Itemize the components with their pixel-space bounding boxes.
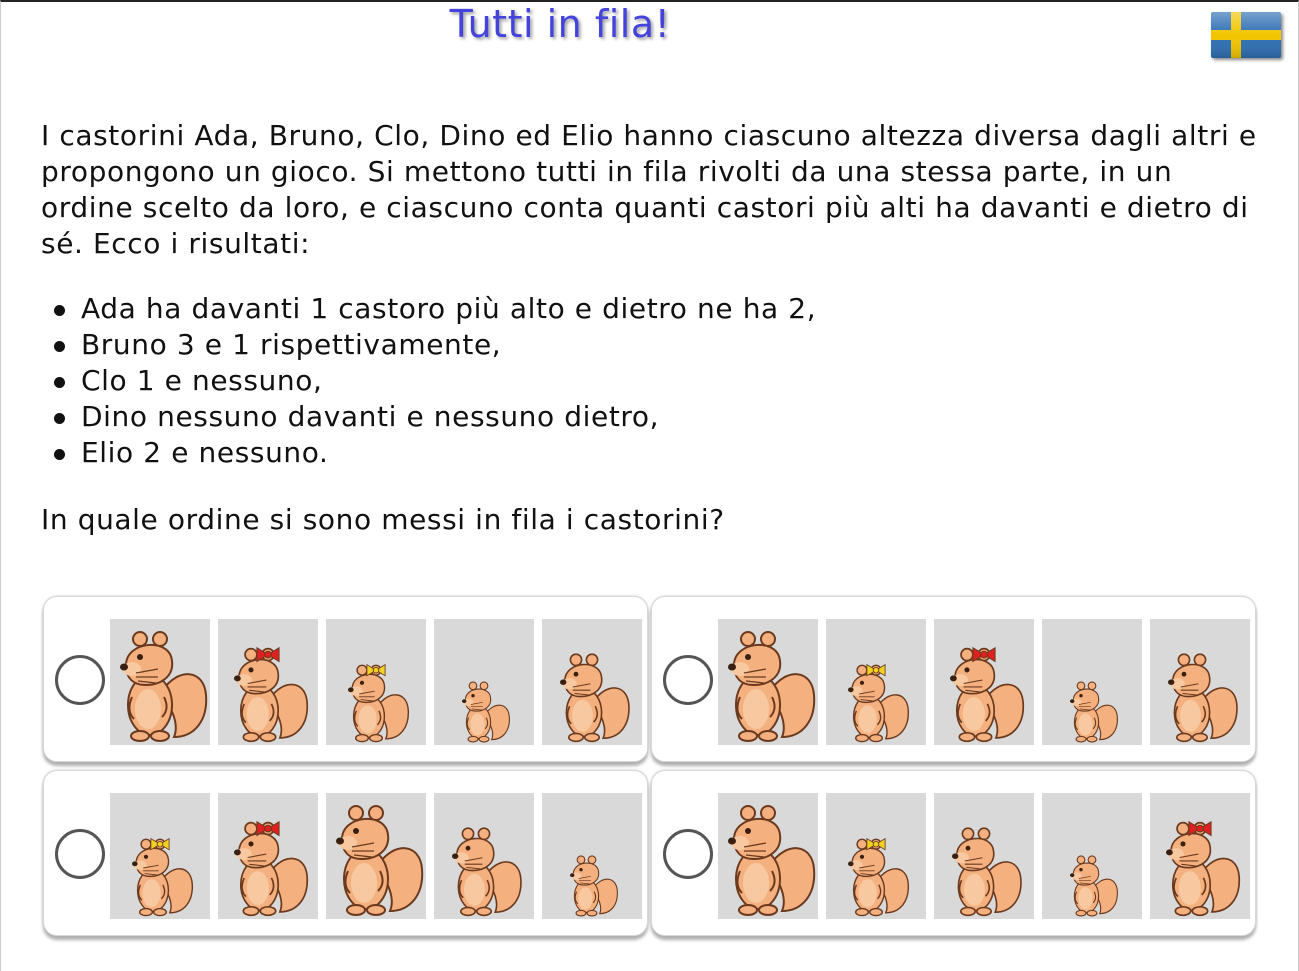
clue-text: Bruno 3 e 1 rispettivamente, xyxy=(81,328,502,361)
beaver-tile xyxy=(218,793,318,919)
beaver-tile xyxy=(434,793,534,919)
answer-option-b[interactable] xyxy=(651,596,1256,762)
question-text: In quale ordine si sono messi in fila i castorini? xyxy=(41,503,725,536)
beaver-tile xyxy=(1150,793,1250,919)
beaver-tile xyxy=(218,619,318,745)
beaver-tile xyxy=(718,793,818,919)
sweden-flag-icon xyxy=(1211,12,1281,58)
beaver-with-yellow-bow-icon xyxy=(826,793,926,919)
bullet-icon xyxy=(54,305,65,316)
clue-item xyxy=(41,399,1141,435)
answer-option-d[interactable] xyxy=(651,770,1256,936)
beaver-icon xyxy=(1042,793,1142,919)
beaver-with-red-bow-icon xyxy=(934,619,1034,745)
beaver-tile xyxy=(542,619,642,745)
bullet-icon xyxy=(54,341,65,352)
beaver-tile xyxy=(934,619,1034,745)
beaver-with-red-bow-icon xyxy=(1150,793,1250,919)
beaver-icon xyxy=(110,619,210,745)
beaver-tile xyxy=(934,793,1034,919)
clue-text: Elio 2 e nessuno. xyxy=(81,436,329,469)
beaver-icon xyxy=(542,619,642,745)
beaver-tile xyxy=(826,619,926,745)
beaver-with-red-bow-icon xyxy=(218,619,318,745)
beaver-tile xyxy=(1042,793,1142,919)
radio-button[interactable] xyxy=(663,655,713,705)
beaver-with-yellow-bow-icon xyxy=(326,619,426,745)
bullet-icon xyxy=(54,413,65,424)
clue-item xyxy=(41,327,1141,363)
beaver-tile xyxy=(110,793,210,919)
clue-item xyxy=(41,363,1141,399)
radio-button[interactable] xyxy=(663,829,713,879)
beaver-icon xyxy=(718,619,818,745)
beaver-with-red-bow-icon xyxy=(218,793,318,919)
beaver-icon xyxy=(326,793,426,919)
beaver-icon xyxy=(434,793,534,919)
beaver-tile xyxy=(110,619,210,745)
clues-list xyxy=(41,291,1141,471)
beaver-tile xyxy=(1042,619,1142,745)
problem-statement: I castorini Ada, Bruno, Clo, Dino ed Elio hanno ciascuno altezza diversa dagli altri e propongono un gioco. Si mettono tutti in fila rivolti da una stessa parte, in un ordine scelto da loro, e ciascuno conta quanti castori più alti ha davanti e dietro di sé. Ecco i risultati: xyxy=(41,119,1257,260)
clue-text: Clo 1 e nessuno, xyxy=(81,364,323,397)
beaver-icon xyxy=(934,793,1034,919)
beaver-with-yellow-bow-icon xyxy=(826,619,926,745)
clue-item xyxy=(41,435,1141,471)
radio-button[interactable] xyxy=(55,655,105,705)
beaver-icon xyxy=(434,619,534,745)
clue-text: Ada ha davanti 1 castoro più alto e dietro ne ha 2, xyxy=(81,292,817,325)
beaver-icon xyxy=(1150,619,1250,745)
beaver-tile xyxy=(718,619,818,745)
beaver-tile xyxy=(326,793,426,919)
bullet-icon xyxy=(54,377,65,388)
clue-item xyxy=(41,291,1141,327)
answer-option-a[interactable] xyxy=(43,596,648,762)
beaver-tile xyxy=(542,793,642,919)
beaver-tile xyxy=(326,619,426,745)
beaver-tile xyxy=(434,619,534,745)
beaver-icon xyxy=(542,793,642,919)
page-title: Tutti in fila! xyxy=(449,2,671,46)
answer-option-c[interactable] xyxy=(43,770,648,936)
radio-button[interactable] xyxy=(55,829,105,879)
beaver-with-yellow-bow-icon xyxy=(110,793,210,919)
bullet-icon xyxy=(54,449,65,460)
beaver-icon xyxy=(718,793,818,919)
clue-text: Dino nessuno davanti e nessuno dietro, xyxy=(81,400,660,433)
beaver-icon xyxy=(1042,619,1142,745)
language-flag-button[interactable] xyxy=(1211,12,1281,58)
beaver-tile xyxy=(826,793,926,919)
beaver-tile xyxy=(1150,619,1250,745)
